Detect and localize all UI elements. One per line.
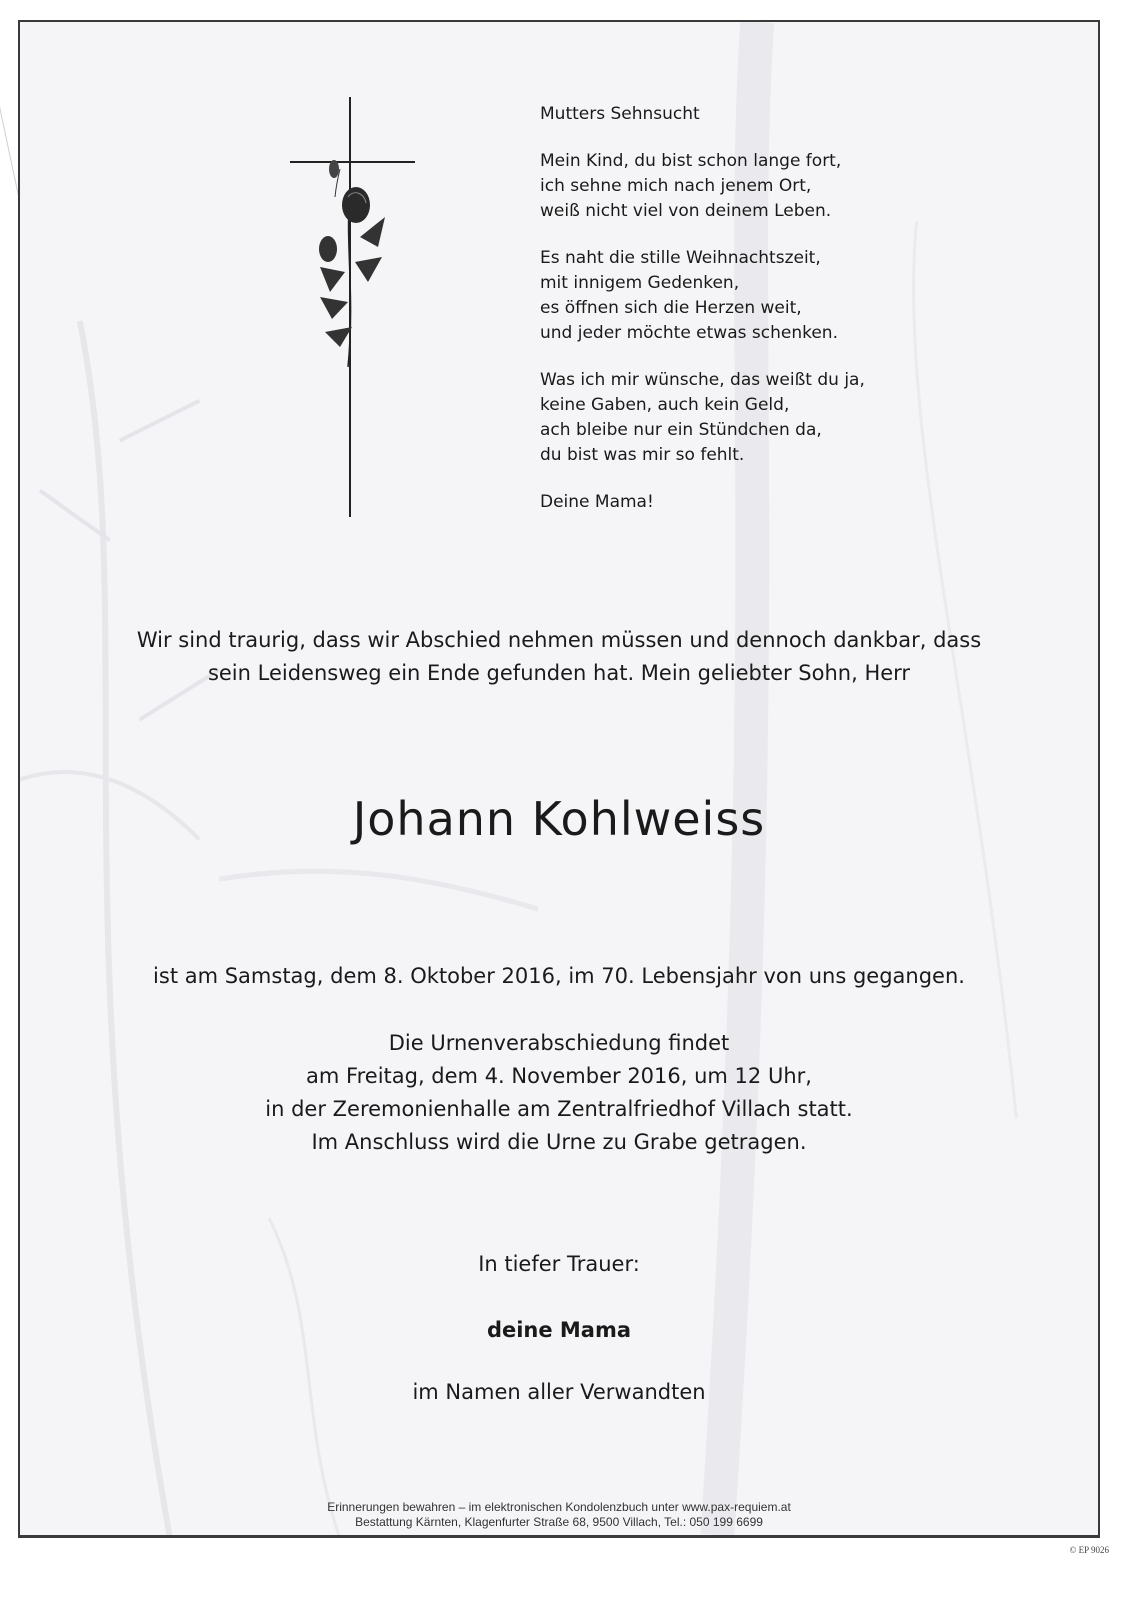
- ceremony-line: Im Anschluss wird die Urne zu Grabe getragen.: [311, 1130, 807, 1154]
- ceremony-line: am Freitag, dem 4. November 2016, um 12 Uhr,: [306, 1064, 812, 1088]
- poem-line: du bist was mir so fehlt.: [540, 445, 745, 465]
- poem-line: es öffnen sich die Herzen weit,: [540, 298, 802, 318]
- mourner-name: deine Mama: [486, 1318, 632, 1342]
- form-code: © EP 9026: [1069, 1545, 1109, 1555]
- poem-line: und jeder möchte etwas schenken.: [540, 323, 838, 343]
- footer-line-1: Erinnerungen bewahren – im elektronischen Kondolenzbuch unter www.pax-requiem.at: [327, 1500, 791, 1514]
- poem-line: weiß nicht viel von deinem Leben.: [540, 201, 832, 221]
- footer-line-2: Bestattung Kärnten, Klagenfurter Straße 68, 9500 Villach, Tel.: 050 199 6699: [355, 1515, 763, 1529]
- poem-line: keine Gaben, auch kein Geld,: [540, 395, 790, 415]
- poem-line: Mein Kind, du bist schon lange fort,: [540, 151, 842, 171]
- poem-line: mit innigem Gedenken,: [540, 273, 740, 293]
- relatives-text: im Namen aller Verwandten: [412, 1380, 706, 1404]
- scan-edge-mark: [0, 61, 20, 198]
- poem-stanza-3: [540, 368, 1060, 468]
- mourning-label: In tiefer Trauer:: [478, 1252, 640, 1276]
- deceased-name: Johann Kohlweiss: [352, 792, 766, 846]
- poem-line: Was ich mir wünsche, das weißt du ja,: [540, 370, 865, 390]
- poem-title: Mutters Sehnsucht: [540, 104, 700, 124]
- poem-line: ach bleibe nur ein Stündchen da,: [540, 420, 822, 440]
- poem-stanza-2: [540, 246, 1060, 346]
- poem-signature: Deine Mama!: [540, 492, 654, 512]
- intro-line-2: sein Leidensweg ein Ende gefunden hat. Mein geliebter Sohn, Herr: [207, 661, 911, 685]
- poem: [540, 102, 1060, 515]
- intro-text: [20, 624, 1098, 690]
- poem-line: Es naht die stille Weihnachtszeit,: [540, 248, 821, 268]
- obituary-card: [18, 20, 1100, 1538]
- cross-with-rose-icon: [290, 97, 415, 517]
- intro-line-1: Wir sind traurig, dass wir Abschied nehmen müssen und dennoch dankbar, dass: [136, 628, 982, 652]
- poem-line: ich sehne mich nach jenem Ort,: [540, 176, 812, 196]
- ceremony-details: [20, 1027, 1098, 1159]
- poem-stanza-1: [540, 149, 1060, 224]
- footer: [20, 1500, 1098, 1530]
- ceremony-line: in der Zeremonienhalle am Zentralfriedhof Villach statt.: [265, 1097, 853, 1121]
- passed-text: ist am Samstag, dem 8. Oktober 2016, im 70. Lebensjahr von uns gegangen.: [153, 964, 965, 988]
- ceremony-line: Die Urnenverabschiedung findet: [388, 1031, 730, 1055]
